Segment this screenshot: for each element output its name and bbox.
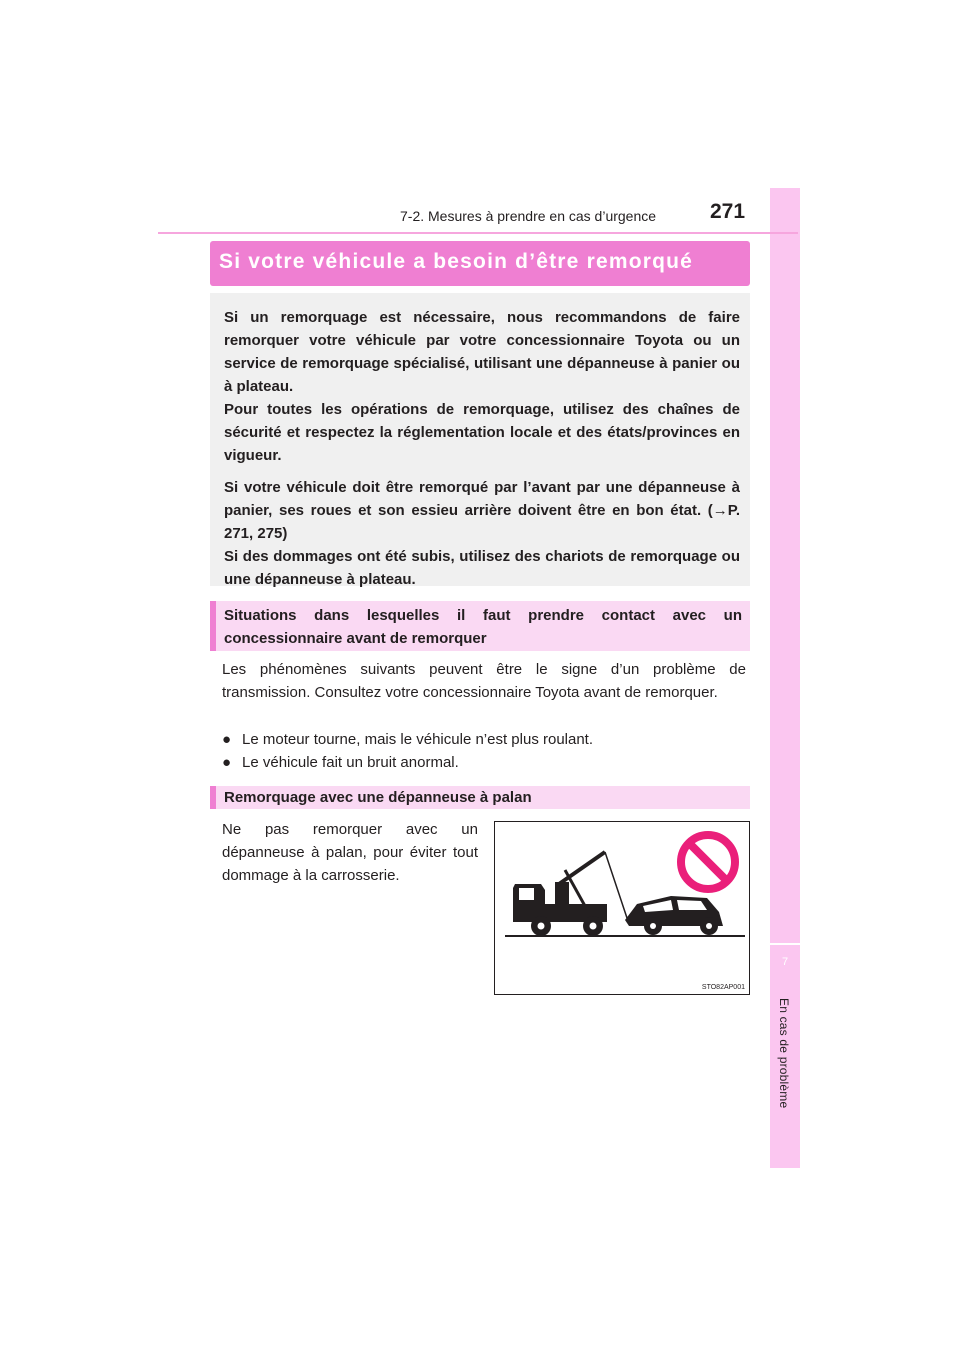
- chapter-title: En cas de problème: [777, 998, 791, 1109]
- section-body: Ne pas remorquer avec un dépanneuse à palan, pour éviter tout dommage à la carrosserie.: [222, 821, 478, 884]
- section-heading: Remorquage avec une dépanneuse à palan: [210, 786, 750, 809]
- page-title: Si votre véhicule a besoin d’être remorqué: [219, 250, 694, 273]
- bullet-icon: ●: [222, 731, 232, 748]
- prohibited-sign-icon: [681, 835, 735, 889]
- car-icon: [625, 896, 723, 935]
- section-body: Les phénomènes suivants peuvent être le signe d’un problème de transmission. Consultez votre concessionnaire Toyota avant de remorquer.: [222, 661, 746, 701]
- section-header: 7-2. Mesures à prendre en cas d’urgence: [400, 208, 657, 224]
- list-item: [222, 728, 593, 751]
- list-item: [222, 751, 459, 774]
- page-title-bar: [210, 241, 750, 286]
- intro-paragraph: Si des dommages ont été subis, utilisez des chariots de remorquage ou une dépanneuse à plateau.: [224, 548, 740, 588]
- list-item-text: Le véhicule fait un bruit anormal.: [242, 754, 459, 771]
- tow-truck-drawing: [495, 822, 749, 994]
- intro-paragraph: Pour toutes les opérations de remorquage, utilisez des chaînes de sécurité et respectez la réglementation locale et des états/provinces en vigueur.: [224, 401, 740, 464]
- intro-paragraph: Si un remorquage est nécessaire, nous recommandons de faire remorquer votre véhicule par votre concessionnaire Toyota ou un service de remorquage spécialisé, utilisant une dépanneuse à panier ou à plateau.: [224, 309, 740, 395]
- tab-divider: [770, 943, 800, 945]
- section-heading: Situations dans lesquelles il faut prendre contact avec un concessionnaire avant de remorquer: [210, 601, 750, 651]
- intro-box: [210, 293, 750, 586]
- chapter-side-tab: [770, 188, 800, 1168]
- figure-code: STO82AP001: [701, 984, 745, 991]
- page-number: 271: [710, 200, 746, 223]
- intro-paragraph: Si votre véhicule doit être remorqué par l’avant par une dépanneuse à panier, ses roues et son essieu arrière doivent être en bon état. (→P. 271, 275): [224, 479, 740, 542]
- chapter-number: 7: [781, 956, 789, 968]
- tow-truck-illustration: [494, 821, 750, 995]
- list-item-text: Le moteur tourne, mais le véhicule n’est plus roulant.: [242, 731, 594, 748]
- header-rule: [158, 232, 798, 234]
- truck-window: [519, 888, 534, 900]
- bullet-icon: ●: [222, 754, 232, 771]
